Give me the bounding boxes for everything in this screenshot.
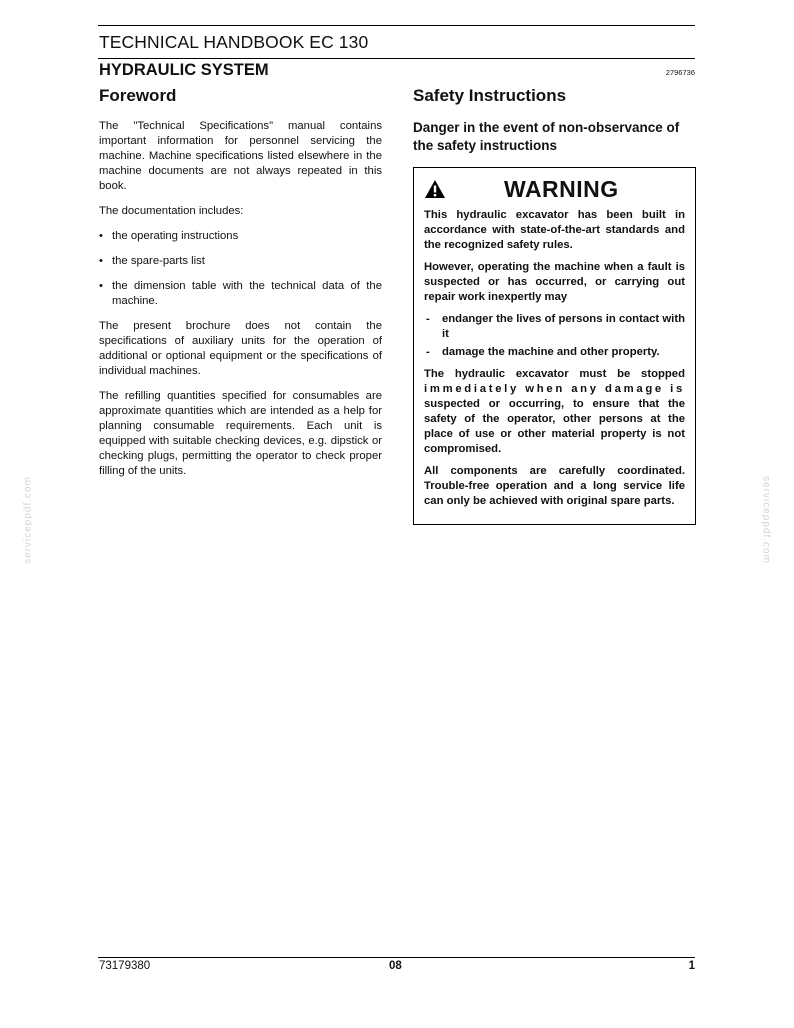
- warning-paragraph-2: However, operating the machine when a fault is suspected or has occurred, or carrying out repair work inexpertly may: [424, 261, 685, 303]
- footer-document-number: 73179380: [99, 960, 151, 972]
- foreword-paragraph-2: The documentation includes:: [99, 205, 244, 217]
- safety-column: [413, 86, 696, 525]
- footer-section-number: 08: [389, 960, 402, 972]
- section-title: HYDRAULIC SYSTEM: [99, 61, 269, 79]
- bullet-icon: •: [99, 230, 103, 242]
- foreword-heading: Foreword: [99, 86, 177, 105]
- foreword-paragraph-3: The present brochure does not contain the specifications of auxiliary units for the operation of additional or optional equipment or the specifications of individual machines.: [99, 320, 382, 377]
- safety-heading: Safety Instructions: [413, 86, 567, 105]
- documentation-list: [99, 229, 382, 309]
- warning-paragraph-3: [424, 367, 685, 457]
- hazard-list: [424, 312, 685, 360]
- dash-icon: -: [426, 313, 430, 325]
- list-item-text: endanger the lives of persons in contact with it: [442, 313, 685, 340]
- list-item-text: the spare-parts list: [112, 255, 205, 267]
- list-item: [99, 229, 382, 244]
- foreword-paragraph-1: The "Technical Specifications" manual contains important information for personnel servicing the machine. Machine specifications listed elsewhere in the machine documents are not always repeated in this book.: [99, 120, 382, 192]
- warning-header: [424, 174, 685, 204]
- warning-label: WARNING: [504, 175, 619, 202]
- foreword-paragraph-4: The refilling quantities specified for consumables are approximate quantities which are intended as a help for planning consumable requirements. Each unit is equipped with suitable checking devices, e.g. dipstick or checking plugs, permitting the operator to check proper filling of the units.: [99, 390, 382, 477]
- danger-heading: Danger in the event of non-observance of the safety instructions: [413, 120, 680, 153]
- warning-paragraph-4: All components are carefully coordinated. Trouble-free operation and a long service life can only be achieved with original spare parts.: [424, 465, 685, 507]
- footer-rule: [98, 957, 695, 958]
- document-code: 2796736: [665, 68, 695, 77]
- warning-paragraph-3-start: The hydraulic excavator must be stopped: [424, 368, 685, 380]
- list-item: [99, 279, 382, 309]
- list-item: [424, 312, 685, 342]
- bullet-icon: •: [99, 280, 103, 292]
- list-item-text: the operating instructions: [112, 230, 239, 242]
- footer-page-number: 1: [688, 960, 695, 972]
- warning-emphasis: immediately when any damage is: [424, 383, 685, 395]
- top-rule: [98, 25, 695, 26]
- dash-icon: -: [426, 346, 430, 358]
- handbook-title: TECHNICAL HANDBOOK EC 130: [99, 32, 369, 52]
- foreword-column: [99, 86, 382, 489]
- header-rule: [98, 58, 695, 59]
- warning-paragraph-1: This hydraulic excavator has been built in accordance with state-of-the-art standards and the recognized safety rules.: [424, 209, 685, 251]
- warning-triangle-icon: [424, 179, 446, 199]
- list-item-text: damage the machine and other property.: [442, 346, 660, 358]
- warning-paragraph-3-end: suspected or occurring, to ensure that the safety of the operator, other persons at the place of use or other material property is not compromised.: [424, 398, 685, 455]
- list-item: [424, 345, 685, 360]
- list-item-text: the dimension table with the technical data of the machine.: [112, 280, 382, 307]
- watermark-left: serviceppdf.com: [22, 476, 34, 564]
- watermark-right: serviceppdf.com: [760, 476, 772, 564]
- list-item: [99, 254, 382, 269]
- warning-box: [413, 167, 696, 525]
- bullet-icon: •: [99, 255, 103, 267]
